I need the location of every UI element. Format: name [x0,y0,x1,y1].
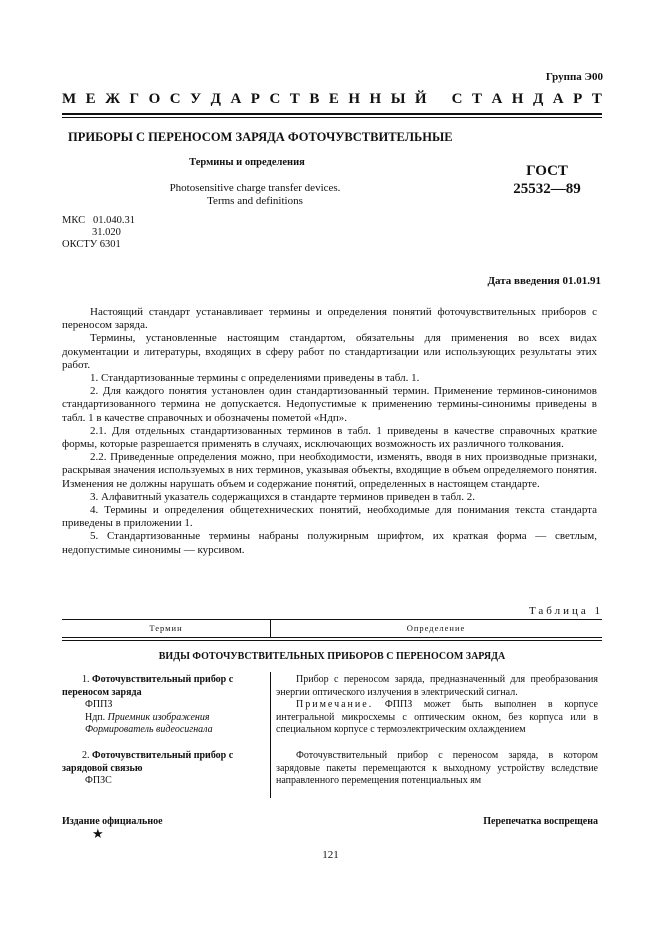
note-label: Примечание. [296,699,374,711]
banner-letter: Д [210,91,221,107]
term-entry-1 [62,674,264,737]
term-entry-2 [62,750,264,788]
ndp-label: Ндп. [85,711,106,723]
term-short-form: ФПЗС [85,775,112,787]
table-caption: Таблица 1 [528,605,603,617]
banner-letter: А [230,91,242,107]
paragraph: Настоящий стандарт устанавливает термины и определения понятий фоточувствительных приборов с переносом заряда. [62,306,597,332]
paragraph: 2.2. Приведенные определения можно, при необходимости, изменять, вводя в них производные признаки, раскрывая значения используемых в них терминов, указывая объекты, входящие в объем определяемого понятия. Изменения не должны нарушать объем и содержание понятий, определенных в настоящем стандарте. [62,451,597,490]
banner-letter: Р [573,91,583,107]
star-icon: ★ [92,826,104,841]
date-label: Дата введения [487,275,560,287]
column-header-term: Термин [149,623,183,633]
paragraph: 1. Стандартизованные термины с определениями приведены в табл. 1. [90,372,420,385]
gost-label: ГОСТ [526,163,568,179]
header-divider [270,619,271,637]
banner-letter: Н [511,91,524,107]
banner-letter: А [491,91,503,107]
banner-letter: У [190,91,202,107]
term-number: 1. [82,674,90,685]
table-header-rule-1 [62,637,602,638]
definition-entry-2 [276,750,598,788]
paragraph: Термины, установленные настоящим стандартом, обязательны для применения во всех видах документации и литературы, входящих в сферу работ по стандартизации или использующих результаты этих работ. [62,332,597,371]
definition-entry-1 [276,674,598,737]
banner-letter: Д [532,91,544,107]
banner-letter: Н [369,91,382,107]
classification-codes [62,215,135,251]
banner-letter: Й [414,91,427,107]
paragraph: 3. Алфавитный указатель содержащихся в стандарте терминов приведен в табл. 2. [90,490,476,503]
mks-code-1: 01.040.31 [92,215,135,226]
banner-letter: В [309,91,320,107]
banner-letter: Н [348,91,361,107]
gost-designation [505,162,589,198]
banner-letter [436,91,442,108]
banner-letter: Р [250,91,260,107]
official-edition-note: Издание официальное [62,816,163,827]
banner-letter: О [148,91,161,107]
reprint-prohibited-note: Перепечатка воспрещена [483,816,598,827]
ndp-synonym: Приемник изображения [107,711,210,723]
banner-letter: Т [289,91,300,107]
document-subtitle: Термины и определения [189,157,305,168]
definition-text: Прибор с переносом заряда, предназначенный для преобразования энергии оптического излучения в электрический сигнал. [276,674,598,698]
mks-label: МКС [62,215,86,226]
mks-code-2: 31.020 [92,227,121,238]
english-title-line1: Photosensitive charge transfer devices. [169,182,341,194]
banner-letter: Ы [390,91,406,107]
document-title: ПРИБОРЫ С ПЕРЕНОСОМ ЗАРЯДА ФОТОЧУВСТВИТЕЛЬНЫЕ [68,130,453,144]
gost-number: 25532—89 [513,181,581,197]
standard-banner [62,91,602,108]
banner-letter: С [169,91,181,107]
ndp-synonym: Формирователь видеосигнала [85,724,213,736]
column-divider [270,672,271,798]
paragraph: 4. Термины и определения общетехнических понятий, необходимые для понимания текста стандарта приведены в приложении 1. [62,504,597,530]
banner-letter: Ж [105,91,121,107]
banner-letter: Г [129,91,140,107]
body-text [62,306,597,557]
banner-letter: Е [85,91,96,107]
banner-letter: Е [328,91,339,107]
term-number: 2. [82,750,90,761]
english-title-line2: Terms and definitions [207,195,303,207]
paragraph: 2. Для каждого понятия установлен один стандартизованный термин. Применение терминов-синонимов стандартизованного термина не допускается. Недопустимые к применению термины-синонимы приведены в табл. 1 в качестве справочных и обозначены пометой «Ндп». [62,385,597,424]
definition-text: Фоточувствительный прибор с переносом заряда, в котором зарядовые пакеты перемещаются к выходному устройству вследствие направленного перемещения потенциальных ям [276,750,598,787]
banner-letter: М [62,91,77,107]
english-title [0,182,510,208]
table-top-rule [62,619,602,620]
column-header-definition: Определение [406,623,466,633]
banner-letter: С [269,91,281,107]
header-rule-thick [62,113,602,115]
page-number: 121 [322,849,339,861]
okstu-code: ОКСТУ 6301 [62,239,121,250]
group-code: Группа Э00 [545,71,603,83]
banner-letter: С [451,91,463,107]
note-text: ФППЗ может быть выполнен в корпусе интегральной микросхемы с оптическим окном, без корпуса или в специальном корпусе с термоэлектрическим охлаждением [276,699,598,736]
table-header-rule-2 [62,640,602,641]
header-rule-thin [62,117,602,118]
banner-letter: Т [471,91,482,107]
paragraph: 5. Стандартизованные термины набраны полужирным шрифтом, их краткая форма — светлым, недопустимые синонимы — курсивом. [62,530,597,556]
banner-letter: А [552,91,564,107]
term-short-form: ФППЗ [85,699,113,711]
term-name: Фоточувствительный прибор с зарядовой связью [62,750,234,774]
paragraph: 2.1. Для отдельных стандартизованных терминов в табл. 1 приведены в качестве справочных краткие формы, которые разрешается применять в случаях, исключающих возможность их различного толкования. [62,424,597,451]
effective-date [487,275,601,287]
banner-letter: Т [591,91,602,107]
table-section-heading: ВИДЫ ФОТОЧУВСТВИТЕЛЬНЫХ ПРИБОРОВ С ПЕРЕНОСОМ ЗАРЯДА [158,651,506,662]
date-value: 01.01.91 [562,275,601,287]
term-name: Фоточувствительный прибор с переносом заряда [62,674,234,698]
